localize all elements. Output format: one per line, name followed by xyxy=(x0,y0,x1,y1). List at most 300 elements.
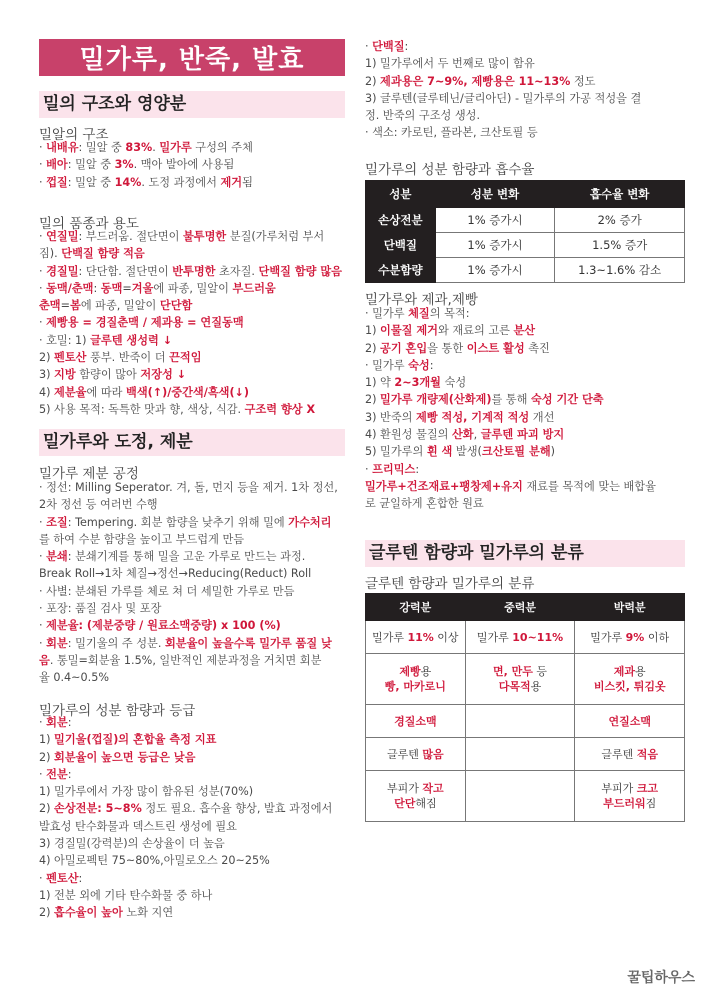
text-segment: 됨 xyxy=(242,175,253,189)
text-line xyxy=(39,263,342,280)
highlight-text: 제과용은 7~9%, 제빵용은 11~13% xyxy=(380,74,571,88)
text-segment: · 정선: Milling Seperator. 겨, 돌, 먼지 등을 제거. 1차 정선, xyxy=(39,481,338,494)
text-line xyxy=(39,783,332,800)
text-segment: 재료를 목적에 맞는 배합율 xyxy=(522,479,656,493)
brand-logo: 꿀팁하우스 xyxy=(627,970,695,986)
text-segment: 4) xyxy=(39,385,55,399)
text-segment: 을 통한 xyxy=(427,341,467,355)
text-segment: 1) 전분 외에 기타 탄수화물 중 하나 xyxy=(39,888,213,902)
text-line xyxy=(39,800,332,817)
text-line xyxy=(39,280,342,297)
text-segment: 밀가루 xyxy=(372,630,408,644)
highlight-text: 불투명한 xyxy=(183,230,227,243)
text-segment: 부피가 xyxy=(601,782,637,795)
text-segment: · xyxy=(39,230,47,243)
text-segment: · 사별: 분쇄된 가루를 체로 쳐 더 세밀한 가루로 만듬 xyxy=(39,584,295,598)
text-line xyxy=(39,349,342,366)
text-line xyxy=(39,766,332,783)
text-segment: . xyxy=(152,141,160,154)
text-line xyxy=(39,904,332,921)
table-cell xyxy=(366,654,466,705)
highlight-text: 9% xyxy=(625,630,645,644)
table-row xyxy=(366,233,685,258)
text-segment: = xyxy=(122,281,132,295)
text-line xyxy=(39,156,253,173)
highlight-text: 배아 xyxy=(46,158,68,172)
table-row xyxy=(366,258,685,283)
text-line xyxy=(39,514,338,531)
class-header-medium: 중력분 xyxy=(465,594,575,621)
text-line xyxy=(39,652,338,669)
highlight-text: 이물질 제거 xyxy=(380,324,438,338)
table-cell: 1.5% 증가 xyxy=(555,233,685,258)
text-segment: 2) xyxy=(365,74,381,88)
text-line xyxy=(39,818,332,835)
text-segment: 노화 지연 xyxy=(122,906,174,920)
text-line xyxy=(39,401,342,418)
section-heading-gluten-classification: 글루텐 함량과 밀가루의 분류 xyxy=(365,540,685,567)
highlight-text: 크고 xyxy=(636,782,659,795)
text-line xyxy=(365,73,641,90)
text-segment: Break Roll→1차 체질→정선→Reducing(Reduct) Roll xyxy=(39,567,312,581)
table-row xyxy=(366,705,685,738)
text-segment: 용 xyxy=(530,680,542,693)
class-header-weak: 박력분 xyxy=(575,594,685,621)
text-segment: 2) xyxy=(39,906,55,920)
text-segment: 해짐 xyxy=(415,797,437,810)
highlight-text: 3% xyxy=(114,158,134,172)
table-cell xyxy=(366,621,466,654)
text-line xyxy=(39,314,342,331)
highlight-text: 봄 xyxy=(70,299,81,313)
text-segment: 숙성 xyxy=(440,376,467,390)
text-segment: 2) xyxy=(365,393,381,407)
text-line xyxy=(39,366,342,383)
text-segment: : 단단함. 절단면이 xyxy=(78,264,173,278)
highlight-text: 11% xyxy=(407,630,434,644)
table-row xyxy=(366,654,685,705)
highlight-text: 춘맥 xyxy=(39,299,61,313)
text-segment: 율 0.4~0.5% xyxy=(39,671,109,685)
text-line xyxy=(39,887,332,904)
text-segment: 3) 경질밀(강력분)의 손상율이 더 높음 xyxy=(39,837,225,851)
text-line xyxy=(365,38,641,55)
text-segment: · 호밀: 1) xyxy=(39,333,91,347)
text-segment: : xyxy=(93,281,101,295)
text-line xyxy=(39,139,253,156)
text-segment: 로 균일하게 혼합한 원료 xyxy=(365,497,484,511)
text-segment: 1) 밀가루에서 가장 많이 함유된 성분(70%) xyxy=(39,785,254,799)
text-segment: 짐 xyxy=(645,797,657,810)
highlight-text: 동맥 xyxy=(100,281,123,295)
text-line xyxy=(39,384,342,401)
text-line xyxy=(365,107,641,124)
text-segment: · 밀가루 xyxy=(365,358,409,372)
table-row xyxy=(366,771,685,822)
table-cell: 손상전분 xyxy=(366,208,436,233)
text-segment: · xyxy=(39,515,47,529)
subheading-absorption: 밀가루의 성분 함량과 흡수율 xyxy=(365,162,535,178)
text-segment: : 부드러움. 절단면이 xyxy=(78,230,183,243)
highlight-text: 부드러워 xyxy=(603,797,646,810)
text-line xyxy=(365,461,656,478)
highlight-text: 제분율: (제분중량 / 원료소맥중량) x 100 (%) xyxy=(46,619,281,633)
text-segment: 발생( xyxy=(452,445,482,459)
text-segment: 4) 환원성 물질의 xyxy=(365,428,452,442)
highlight-text: 단단함 xyxy=(159,299,193,313)
text-segment: 구성의 주체 xyxy=(191,141,253,154)
text-line xyxy=(39,228,342,245)
text-segment: · xyxy=(365,462,373,476)
text-line xyxy=(39,635,338,652)
text-segment: 1) 약 xyxy=(365,376,395,390)
highlight-text: 경질밀 xyxy=(46,264,79,278)
highlight-text: 글루텐 파괴 방지 xyxy=(480,428,565,442)
table-row xyxy=(366,738,685,771)
text-segment: · xyxy=(39,871,47,885)
text-segment: 용 xyxy=(420,665,432,678)
text-line xyxy=(39,600,338,617)
text-segment: 1) 밀가루에서 두 번째로 많이 함유 xyxy=(365,57,535,71)
text-line xyxy=(365,409,656,426)
class-header-strong: 강력분 xyxy=(366,594,466,621)
text-segment: 에 따라 xyxy=(86,385,127,399)
text-line xyxy=(39,174,253,191)
highlight-text: 작고 xyxy=(422,782,444,795)
subheading-milling-process: 밀가루 제분 공정 xyxy=(39,466,139,482)
highlight-text: 분쇄 xyxy=(46,550,68,564)
table-cell xyxy=(465,771,575,822)
subheading-wheat-grain: 밀알의 구조 xyxy=(39,127,109,143)
text-segment: · xyxy=(39,158,47,172)
highlight-text: 껍질 xyxy=(46,175,68,189)
highlight-text: 구조력 향상 X xyxy=(244,402,316,416)
text-segment: 1) xyxy=(365,324,381,338)
highlight-text: 저장성 ↓ xyxy=(140,368,187,382)
text-segment: 등 xyxy=(532,665,548,678)
absorb-header-component: 성분 xyxy=(366,181,436,208)
highlight-text: 반투명한 xyxy=(172,264,216,278)
highlight-text: 지방 xyxy=(54,368,76,382)
table-row xyxy=(366,621,685,654)
absorb-header-rate: 흡수율 변화 xyxy=(555,181,685,208)
text-line xyxy=(39,835,332,852)
structure-list xyxy=(39,139,253,191)
highlight-text: 경질소맥 xyxy=(394,714,437,728)
highlight-text: 단단 xyxy=(394,797,416,810)
highlight-text: 제빵 xyxy=(399,665,421,678)
text-line xyxy=(39,496,338,513)
highlight-text: 회분율이 높을수록 밀가루 품질 낮 xyxy=(164,636,332,650)
text-segment: 2차 정선 등 여러번 수행 xyxy=(39,498,158,512)
text-segment: 2) xyxy=(39,351,55,365)
absorption-table xyxy=(365,180,685,283)
text-segment: 발효성 탄수화물과 덱스트린 생성에 필요 xyxy=(39,819,237,833)
highlight-text: 제분율 xyxy=(54,385,87,399)
highlight-text: 면, 만두 xyxy=(493,665,533,678)
table-cell xyxy=(575,621,685,654)
text-segment: : xyxy=(67,716,72,729)
text-line xyxy=(365,443,656,460)
text-line xyxy=(39,297,342,314)
highlight-text: 제과 xyxy=(613,665,635,678)
text-segment: 2) xyxy=(365,341,381,355)
highlight-text: 글루텐 생성력 ↓ xyxy=(90,333,173,347)
text-line xyxy=(365,495,656,512)
table-cell: 1% 증가시 xyxy=(435,258,555,283)
highlight-text: 펜토산 xyxy=(46,871,79,885)
text-segment: 3) xyxy=(39,368,55,382)
text-segment: 정도 필요. 흡수율 향상, 발효 과정에서 xyxy=(141,802,333,816)
text-segment: : 분쇄기계를 통해 밀을 고운 가루로 만드는 과정. xyxy=(67,550,306,564)
highlight-text: 산화 xyxy=(452,428,474,442)
table-cell: 1.3~1.6% 감소 xyxy=(555,258,685,283)
text-segment: · 색소: 카로틴, 플라본, 크산토필 등 xyxy=(365,126,538,140)
text-line xyxy=(365,55,641,72)
highlight-text: 회분율이 높으면 등급은 낮음 xyxy=(54,750,196,764)
highlight-text: 손상전분: 5~8% xyxy=(54,802,142,816)
highlight-text: 프리믹스 xyxy=(372,462,416,476)
text-segment: · 밀가루 xyxy=(365,307,409,320)
text-segment: : xyxy=(429,358,434,372)
highlight-text: 겨울 xyxy=(131,281,154,295)
table-row xyxy=(366,208,685,233)
table-cell xyxy=(575,771,685,822)
highlight-text: 조질 xyxy=(46,515,68,529)
text-segment: · xyxy=(39,550,47,564)
text-segment: 의 목적: xyxy=(429,307,470,320)
highlight-text: 공기 혼입 xyxy=(380,341,428,355)
text-segment: · xyxy=(39,281,47,295)
text-segment: 2) xyxy=(39,750,55,764)
highlight-text: 제빵 적성, 기계적 적성 xyxy=(416,410,530,424)
text-line xyxy=(39,479,338,496)
table-cell: 단백질 xyxy=(366,233,436,258)
text-segment: 분질(가루처럼 부서 xyxy=(226,230,325,243)
text-line xyxy=(39,870,332,887)
text-segment: : Tempering. 회분 함량을 낮추기 위해 밀에 xyxy=(67,515,289,529)
section-heading-wheat-structure: 밀의 구조와 영양분 xyxy=(39,91,345,118)
text-segment: , xyxy=(473,428,481,442)
highlight-text: 다목적 xyxy=(498,680,531,693)
text-segment: 3) 글루텐(글루테닌/글리아딘) - 밀가루의 가공 적성을 결 xyxy=(365,91,642,105)
highlight-text: 많음 xyxy=(422,747,444,761)
highlight-text: 83% xyxy=(125,141,153,154)
highlight-text: 단백질 xyxy=(372,40,405,53)
text-segment: 개선 xyxy=(529,410,555,424)
subheading-grade: 밀가루의 성분 함량과 등급 xyxy=(39,703,196,719)
text-line xyxy=(39,531,338,548)
highlight-text: 밀기울(껍질)의 혼합율 측정 지표 xyxy=(54,733,217,747)
text-segment: · xyxy=(39,175,47,189)
text-segment: · xyxy=(39,636,47,650)
table-cell: 1% 증가시 xyxy=(435,233,555,258)
text-segment: 이하 xyxy=(644,630,670,644)
text-segment: . 도정 과정에서 xyxy=(141,175,221,189)
text-segment: 함량이 많아 xyxy=(75,368,141,382)
table-cell: 2% 증가 xyxy=(555,208,685,233)
text-segment: 글루텐 xyxy=(601,747,637,761)
text-segment: : xyxy=(78,871,83,885)
highlight-text: 2~3개월 xyxy=(394,376,441,390)
highlight-text: 백색(↑)/중간색/흑색(↓) xyxy=(126,385,250,399)
table-cell: 1% 증가시 xyxy=(435,208,555,233)
text-line xyxy=(365,322,656,339)
text-line xyxy=(365,357,656,374)
subheading-gluten-classification: 글루텐 함량과 밀가루의 분류 xyxy=(365,576,535,592)
milling-process-list xyxy=(39,479,338,687)
text-segment: : 밀알 중 xyxy=(67,158,115,172)
highlight-text: 회분 xyxy=(46,716,68,729)
highlight-text: 가수처리 xyxy=(288,515,332,529)
text-line xyxy=(39,617,338,634)
highlight-text: 밀가루 xyxy=(159,141,192,154)
highlight-text: 단백질 함량 적음 xyxy=(61,247,145,261)
highlight-text: 체질 xyxy=(408,307,430,320)
highlight-text: 제빵용 = 경질춘맥 / 제과용 = 연질동맥 xyxy=(46,316,244,330)
highlight-text: 밀가루+건조재료+팽창제+유지 xyxy=(365,479,523,493)
text-segment: 정. 반죽의 구조성 생성. xyxy=(365,109,481,123)
text-segment: 에 파종, 밀알이 xyxy=(80,299,160,313)
table-cell xyxy=(465,705,575,738)
table-cell xyxy=(575,654,685,705)
text-segment: · xyxy=(39,264,47,278)
text-segment: 4) 아밀로펙틴 75~80%,아밀로오스 20~25% xyxy=(39,854,270,868)
text-segment: : 밀알 중 xyxy=(78,141,126,154)
highlight-text: 빵, 마카로니 xyxy=(384,680,446,693)
text-segment: . 통밀=회분율 1.5%, 일반적인 제분과정을 거치면 회분 xyxy=(49,653,322,667)
text-segment: 3) 반죽의 xyxy=(365,410,417,424)
text-segment: · xyxy=(365,40,373,53)
text-line xyxy=(365,374,656,391)
text-segment: · xyxy=(39,141,47,154)
text-segment: 에 파종, 밀알이 xyxy=(153,281,233,295)
text-line xyxy=(365,426,656,443)
text-segment: 1) xyxy=(39,733,55,747)
text-segment: 글루텐 xyxy=(387,747,423,761)
table-cell xyxy=(465,654,575,705)
text-line xyxy=(365,124,641,141)
text-line xyxy=(39,749,332,766)
text-segment: · xyxy=(39,619,47,633)
text-line xyxy=(39,332,342,349)
text-segment: 짐). xyxy=(39,247,62,261)
table-cell xyxy=(465,621,575,654)
highlight-text: 숙성 xyxy=(408,358,430,372)
text-line xyxy=(39,852,332,869)
table-cell xyxy=(366,705,466,738)
highlight-text: 분산 xyxy=(513,324,536,338)
highlight-text: 동맥/춘맥 xyxy=(46,281,94,295)
highlight-text: 흰 색 xyxy=(426,445,453,459)
subheading-bread: 밀가루와 제과,제빵 xyxy=(365,292,478,308)
table-cell xyxy=(575,705,685,738)
protein-list xyxy=(365,38,641,142)
highlight-text: 14% xyxy=(114,175,142,189)
text-line xyxy=(365,90,641,107)
highlight-text: 10~11% xyxy=(512,630,564,644)
text-segment: 풍부. 반죽이 더 xyxy=(86,351,170,365)
text-segment: 정도 xyxy=(570,74,596,88)
highlight-text: 전분 xyxy=(46,767,68,781)
text-segment: 밀가루 xyxy=(476,630,513,644)
text-segment: · xyxy=(39,716,47,729)
text-segment: . 맥아 발아에 사용됨 xyxy=(133,158,235,172)
highlight-text: 제거 xyxy=(220,175,243,189)
highlight-text: 음 xyxy=(39,653,50,667)
text-line xyxy=(39,714,332,731)
gluten-classification-table xyxy=(365,593,685,822)
highlight-text: 단백질 함량 많음 xyxy=(258,264,342,278)
bread-list xyxy=(365,305,656,513)
text-segment: : xyxy=(67,767,72,781)
subheading-wheat-varieties: 밀의 품종과 용도 xyxy=(39,216,139,232)
text-line xyxy=(39,669,338,686)
text-segment: 5) 밀가루의 xyxy=(365,445,427,459)
text-segment: · xyxy=(39,316,47,330)
text-line xyxy=(365,340,656,357)
highlight-text: 끈적임 xyxy=(169,351,202,365)
highlight-text: 크산토필 분해 xyxy=(481,445,551,459)
text-segment: ) xyxy=(550,445,556,459)
highlight-text: 이스트 활성 xyxy=(466,341,525,355)
absorb-header-change: 성분 변화 xyxy=(435,181,555,208)
highlight-text: 펜토산 xyxy=(54,351,87,365)
text-line xyxy=(39,583,338,600)
table-cell: 수분함량 xyxy=(366,258,436,283)
text-segment: 초자질. xyxy=(215,264,259,278)
table-cell xyxy=(366,771,466,822)
highlight-text: 숙성 기간 단축 xyxy=(530,393,604,407)
table-cell xyxy=(366,738,466,771)
highlight-text: 밀가루 개량제(산화제) xyxy=(380,393,492,407)
text-segment: 5) 사용 목적: 독특한 맛과 향, 색상, 식감. xyxy=(39,402,245,416)
highlight-text: 연질밀 xyxy=(46,230,79,243)
text-segment: : 밀기울의 주 성분. xyxy=(67,636,165,650)
text-segment: 부피가 xyxy=(387,782,423,795)
text-segment: : 밀알 중 xyxy=(67,175,115,189)
table-cell xyxy=(465,738,575,771)
text-segment: · 포장: 품질 검사 및 포장 xyxy=(39,602,162,616)
text-line xyxy=(39,565,338,582)
text-segment: : xyxy=(404,40,409,53)
section-heading-milling: 밀가루와 도정, 제분 xyxy=(39,429,345,456)
text-segment: 촉진 xyxy=(524,341,550,355)
table-cell xyxy=(575,738,685,771)
text-line xyxy=(365,478,656,495)
highlight-text: 내배유 xyxy=(46,141,79,154)
grade-list xyxy=(39,714,332,922)
text-segment: 밀가루 xyxy=(590,630,626,644)
highlight-text: 연질소맥 xyxy=(608,714,651,728)
text-line xyxy=(39,731,332,748)
text-segment: · xyxy=(39,767,47,781)
highlight-text: 부드러움 xyxy=(232,281,276,295)
text-segment: : xyxy=(415,462,420,476)
text-segment: 이상 xyxy=(433,630,459,644)
text-line xyxy=(39,548,338,565)
highlight-text: 회분 xyxy=(46,636,68,650)
text-segment: = xyxy=(60,299,70,313)
text-line xyxy=(365,391,656,408)
highlight-text: 적음 xyxy=(636,747,659,761)
text-segment: 용 xyxy=(635,665,646,678)
highlight-text: 흡수율이 높아 xyxy=(54,906,123,920)
highlight-text: 비스킷, 튀김옷 xyxy=(593,680,666,693)
text-line xyxy=(365,305,656,322)
varieties-list xyxy=(39,228,342,418)
text-line xyxy=(39,245,342,262)
